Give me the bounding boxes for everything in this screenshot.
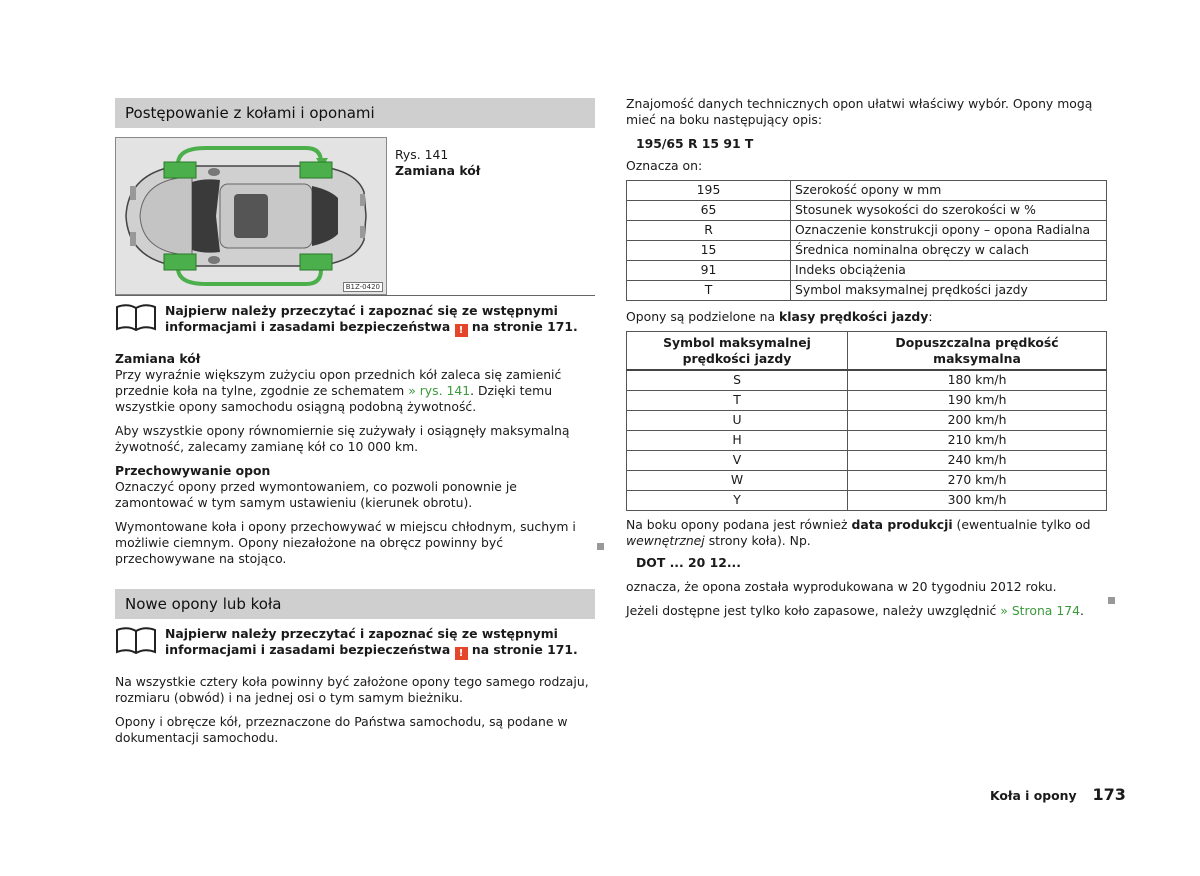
speed-class-table bbox=[626, 331, 1107, 511]
speed-value-cell: 240 km/h bbox=[848, 451, 1107, 471]
page-link[interactable]: » Strona 174 bbox=[1000, 603, 1080, 618]
paragraph-production-date bbox=[626, 517, 1107, 549]
notice-body: Najpierw należy przeczytać i zapoznać się ze wstępnymi informacjami i zasadami bezpieczeństwa bbox=[165, 626, 558, 657]
figure-code: B1Z-0420 bbox=[343, 282, 383, 292]
spec-code-cell: R bbox=[627, 221, 791, 241]
spec-code-cell: T bbox=[627, 281, 791, 301]
page-number: 173 bbox=[1092, 785, 1126, 804]
spec-table-row bbox=[627, 281, 1107, 301]
notice-page-ref[interactable]: na stronie 171. bbox=[471, 642, 578, 657]
spec-meaning-cell: Średnica nominalna obręczy w calach bbox=[791, 241, 1107, 261]
text-span: (ewentualnie tylko od bbox=[952, 517, 1091, 532]
spec-meaning-cell: Stosunek wysokości do szerokości w % bbox=[791, 201, 1107, 221]
text-span: Wymontowane koła i opony przechowywać w miejscu chłodnym, suchym i możliwie ciemnym. Opony niezałożone na obręcz powinny być przechowywane na stojąco. bbox=[115, 519, 576, 566]
spec-code-cell: 15 bbox=[627, 241, 791, 261]
book-icon bbox=[115, 303, 157, 333]
speed-symbol-cell: H bbox=[627, 431, 848, 451]
wheel-rotation-figure bbox=[115, 137, 387, 295]
speed-value-cell: 270 km/h bbox=[848, 471, 1107, 491]
speed-table-row bbox=[627, 370, 1107, 391]
safety-notice-2 bbox=[115, 626, 595, 660]
spec-code-cell: 91 bbox=[627, 261, 791, 281]
spec-meaning-cell: Symbol maksymalnej prędkości jazdy bbox=[791, 281, 1107, 301]
section-end-marker bbox=[597, 543, 604, 550]
warning-icon: ! bbox=[455, 647, 468, 660]
paragraph-nowe-1: Na wszystkie cztery koła powinny być założone opony tego samego rodzaju, rozmiaru (obwód) i na jednej osi o tym samym bieżniku. bbox=[115, 674, 589, 705]
paragraph-dot-meaning: oznacza, że opona została wyprodukowana w 20 tygodniu 2012 roku. bbox=[626, 579, 1057, 594]
subheading-zamiana: Zamiana kół bbox=[115, 351, 201, 366]
notice-text bbox=[165, 303, 595, 337]
text-span: . Dzięki temu wszystkie opony samochodu osiągną podobną żywotność. bbox=[115, 383, 553, 414]
speed-table-row bbox=[627, 491, 1107, 511]
figure-link[interactable]: » rys. 141 bbox=[408, 383, 471, 398]
subheading-przechowywanie: Przechowywanie opon bbox=[115, 463, 271, 478]
speed-table-header-max: Dopuszczalna prędkość maksymalna bbox=[848, 332, 1107, 371]
speed-value-cell: 190 km/h bbox=[848, 391, 1107, 411]
speed-table-row bbox=[627, 451, 1107, 471]
text-span: Na boku opony podana jest również bbox=[626, 517, 852, 532]
production-date-term: data produkcji bbox=[851, 517, 953, 532]
section-title-wheels: Postępowanie z kołami i oponami bbox=[115, 98, 595, 128]
figure-title: Zamiana kół bbox=[395, 163, 481, 178]
paragraph-nowe-2: Opony i obręcze kół, przeznaczone do Państwa samochodu, są podane w dokumentacji samochodu. bbox=[115, 714, 568, 745]
italic-term: wewnętrznej bbox=[626, 533, 705, 548]
speed-symbol-cell: W bbox=[627, 471, 848, 491]
paragraph-spare-wheel bbox=[626, 603, 1107, 619]
speed-classes-term: klasy prędkości jazdy bbox=[779, 309, 929, 324]
spec-meaning-cell: Indeks obciążenia bbox=[791, 261, 1107, 281]
speed-table-row bbox=[627, 391, 1107, 411]
paragraph-przech-1: Oznaczyć opony przed wymontowaniem, co pozwoli ponownie je zamontować w tym samym ustawieniu (kierunek obrotu). bbox=[115, 479, 517, 510]
spec-meaning-cell: Oznaczenie konstrukcji opony – opona Radialna bbox=[791, 221, 1107, 241]
safety-notice-1 bbox=[115, 303, 595, 337]
spec-table-row bbox=[627, 241, 1107, 261]
warning-icon: ! bbox=[455, 324, 468, 337]
footer-chapter: Koła i opony bbox=[990, 788, 1077, 803]
page-footer bbox=[990, 787, 1126, 804]
paragraph-przech-2 bbox=[115, 519, 595, 567]
paragraph-speed-classes bbox=[626, 309, 1107, 325]
figure-caption bbox=[395, 137, 480, 295]
text-span: Opony są podzielone na bbox=[626, 309, 780, 324]
spec-code-cell: 195 bbox=[627, 181, 791, 201]
oznacza-on: Oznacza on: bbox=[626, 158, 703, 173]
spec-code-cell: 65 bbox=[627, 201, 791, 221]
book-icon bbox=[115, 626, 157, 656]
text-span: Przy wyraźnie większym zużyciu opon przednich kół zaleca się zamienić przednie koła na tylne, zgodnie ze schematem bbox=[115, 367, 562, 398]
speed-value-cell: 210 km/h bbox=[848, 431, 1107, 451]
text-span: : bbox=[928, 309, 933, 324]
tyre-code-example: 195/65 R 15 91 T bbox=[636, 136, 754, 151]
spec-table-row bbox=[627, 221, 1107, 241]
speed-symbol-cell: V bbox=[627, 451, 848, 471]
figure-number: Rys. 141 bbox=[395, 147, 449, 162]
section-end-marker bbox=[1108, 597, 1115, 604]
speed-table-row bbox=[627, 431, 1107, 451]
figure-row bbox=[115, 137, 595, 295]
speed-symbol-cell: U bbox=[627, 411, 848, 431]
speed-table-row bbox=[627, 471, 1107, 491]
paragraph-zamiana-2: Aby wszystkie opony równomiernie się zużywały i osiągnęły maksymalną żywotność, zalecamy zamianę kół co 10 000 km. bbox=[115, 423, 570, 454]
left-column bbox=[115, 98, 595, 746]
text-span: Jeżeli dostępne jest tylko koło zapasowe, należy uwzględnić bbox=[626, 603, 1001, 618]
paragraph-intro: Znajomość danych technicznych opon ułatwi właściwy wybór. Opony mogą mieć na boku następujący opis: bbox=[626, 96, 1093, 127]
speed-value-cell: 200 km/h bbox=[848, 411, 1107, 431]
spec-table-row bbox=[627, 201, 1107, 221]
speed-table-header-symbol: Symbol maksymalnej prędkości jazdy bbox=[627, 332, 848, 371]
spec-table-row bbox=[627, 181, 1107, 201]
paragraph-zamiana-1 bbox=[115, 367, 595, 415]
spec-table-row bbox=[627, 261, 1107, 281]
section-title-new-tyres: Nowe opony lub koła bbox=[115, 589, 595, 619]
speed-value-cell: 180 km/h bbox=[848, 370, 1107, 391]
tyre-spec-table bbox=[626, 180, 1107, 301]
speed-symbol-cell: S bbox=[627, 370, 848, 391]
car-top-view-illustration bbox=[116, 138, 386, 294]
speed-symbol-cell: T bbox=[627, 391, 848, 411]
text-span: strony koła). Np. bbox=[704, 533, 811, 548]
notice-text bbox=[165, 626, 595, 660]
speed-table-row bbox=[627, 411, 1107, 431]
notice-body: Najpierw należy przeczytać i zapoznać się ze wstępnymi informacjami i zasadami bezpieczeństwa bbox=[165, 303, 558, 334]
dot-example: DOT ... 20 12... bbox=[636, 555, 741, 570]
text-span: . bbox=[1079, 603, 1084, 618]
speed-value-cell: 300 km/h bbox=[848, 491, 1107, 511]
notice-page-ref[interactable]: na stronie 171. bbox=[471, 319, 578, 334]
spec-meaning-cell: Szerokość opony w mm bbox=[791, 181, 1107, 201]
right-column bbox=[626, 96, 1107, 619]
speed-symbol-cell: Y bbox=[627, 491, 848, 511]
